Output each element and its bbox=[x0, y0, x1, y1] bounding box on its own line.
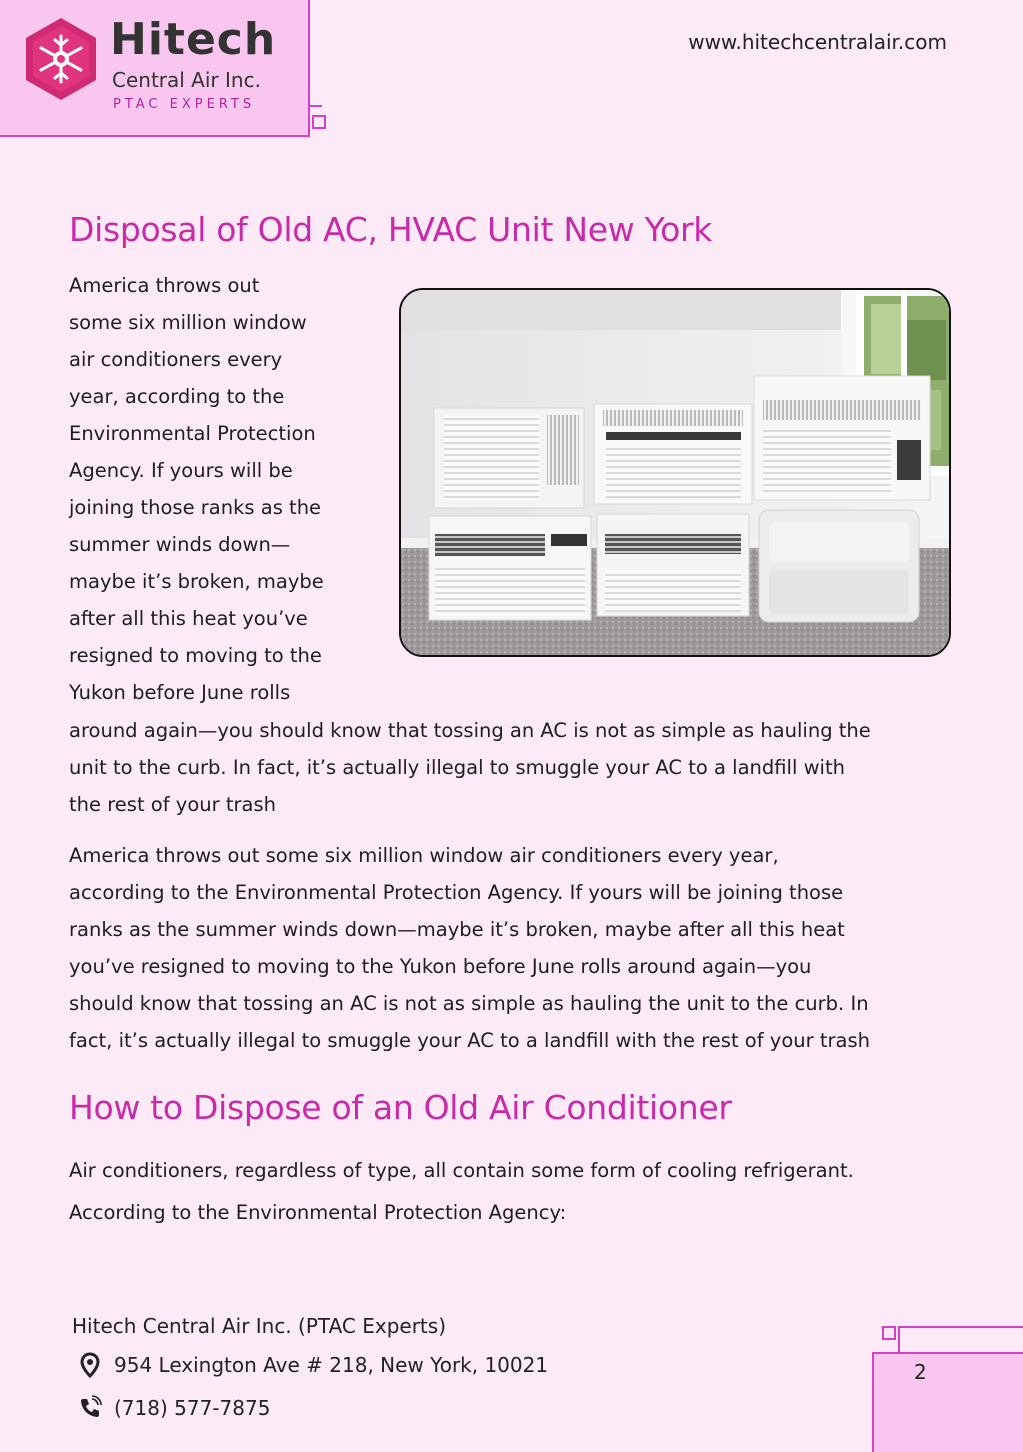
decorative-square bbox=[312, 115, 326, 129]
address-text: 954 Lexington Ave # 218, New York, 10021 bbox=[114, 1353, 549, 1377]
refrigerant-paragraph bbox=[69, 1150, 969, 1234]
decorative-line bbox=[898, 1326, 900, 1352]
text-line: year, according to the bbox=[69, 385, 285, 408]
decorative-square bbox=[882, 1326, 896, 1340]
footer-phone bbox=[78, 1395, 270, 1421]
decorative-line bbox=[898, 1326, 1023, 1328]
text-line: America throws out some six million window air conditioners every year, bbox=[69, 844, 779, 867]
brand-subtitle: Central Air Inc. bbox=[112, 68, 261, 92]
website-link[interactable]: www.hitechcentralair.com bbox=[688, 30, 947, 54]
text-line: unit to the curb. In fact, it’s actually illegal to smuggle your AC to a landfill with bbox=[69, 756, 845, 779]
map-pin-icon bbox=[78, 1352, 102, 1378]
text-line: joining those ranks as the bbox=[69, 496, 322, 519]
repeat-paragraph bbox=[69, 837, 969, 1059]
section-heading-disposal: Disposal of Old AC, HVAC Unit New York bbox=[69, 210, 713, 249]
phone-icon bbox=[78, 1395, 102, 1421]
text-line: air conditioners every bbox=[69, 348, 283, 371]
brand-title: Hitech bbox=[110, 14, 277, 65]
footer-address bbox=[78, 1352, 548, 1378]
logo-panel bbox=[0, 0, 310, 137]
text-line: the rest of your trash bbox=[69, 793, 276, 816]
page-number-panel bbox=[872, 1352, 1023, 1452]
intro-paragraph-narrow bbox=[69, 267, 369, 711]
phone-number[interactable]: (718) 577-7875 bbox=[114, 1396, 271, 1420]
text-line: fact, it’s actually illegal to smuggle your AC to a landfill with the rest of your trash bbox=[69, 1029, 870, 1052]
text-line: around again—you should know that tossing an AC is not as simple as hauling the bbox=[69, 719, 871, 742]
decorative-line bbox=[310, 105, 322, 107]
text-line: Yukon before June rolls bbox=[69, 681, 291, 704]
text-line: after all this heat you’ve bbox=[69, 607, 308, 630]
brand-tagline: PTAC EXPERTS bbox=[113, 97, 256, 112]
text-line: you’ve resigned to moving to the Yukon before June rolls around again—you bbox=[69, 955, 812, 978]
footer-company-name: Hitech Central Air Inc. (PTAC Experts) bbox=[72, 1314, 446, 1338]
section-heading-how-to-dispose: How to Dispose of an Old Air Conditioner bbox=[69, 1088, 732, 1127]
text-line: should know that tossing an AC is not as simple as hauling the unit to the curb. In bbox=[69, 992, 869, 1015]
text-line: Environmental Protection bbox=[69, 422, 316, 445]
page-number: 2 bbox=[914, 1360, 927, 1384]
intro-paragraph-wide bbox=[69, 712, 969, 823]
text-line: Air conditioners, regardless of type, all contain some form of cooling refrigerant. bbox=[69, 1159, 854, 1182]
text-line: summer winds down— bbox=[69, 533, 291, 556]
snowflake-sun-hexagon-icon bbox=[22, 16, 100, 102]
text-line: According to the Environmental Protection Agency: bbox=[69, 1201, 567, 1224]
text-line: America throws out bbox=[69, 274, 260, 297]
text-line: resigned to moving to the bbox=[69, 644, 322, 667]
text-line: Agency. If yours will be bbox=[69, 459, 293, 482]
stacked-window-air-conditioners-photo bbox=[399, 288, 951, 657]
text-line: ranks as the summer winds down—maybe it’s broken, maybe after all this heat bbox=[69, 918, 845, 941]
text-line: according to the Environmental Protection Agency. If yours will be joining those bbox=[69, 881, 844, 904]
text-line: some six million window bbox=[69, 311, 307, 334]
text-line: maybe it’s broken, maybe bbox=[69, 570, 324, 593]
